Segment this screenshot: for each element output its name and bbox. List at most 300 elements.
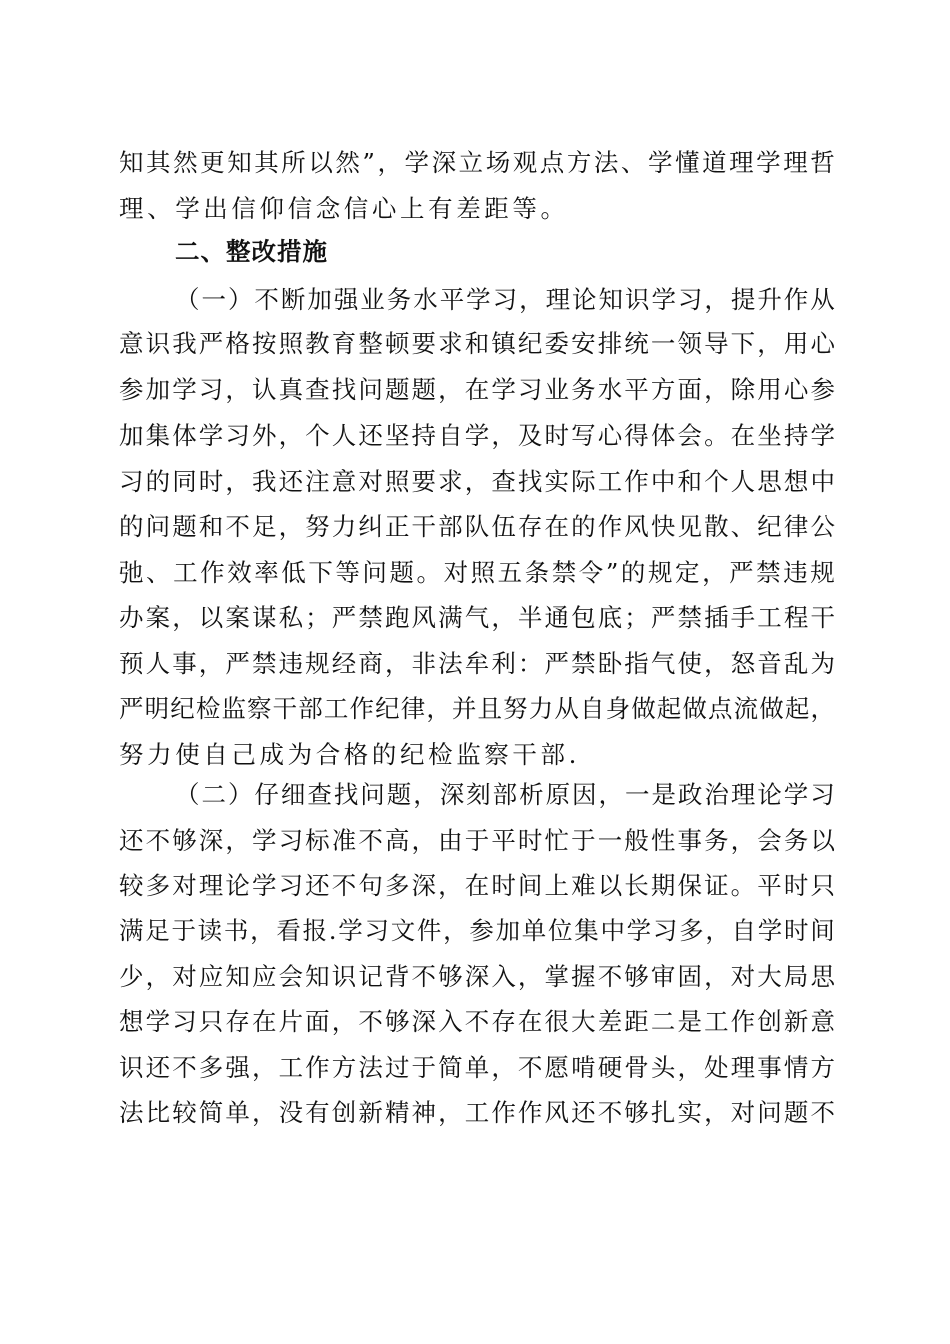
glyph: 点 bbox=[539, 148, 565, 177]
glyph: 部 bbox=[492, 780, 518, 809]
glyph: 提 bbox=[730, 285, 756, 314]
glyph: ， bbox=[438, 375, 463, 404]
glyph: 析 bbox=[519, 780, 544, 809]
glyph: 所 bbox=[281, 148, 306, 177]
glyph: 细 bbox=[280, 780, 306, 809]
glyph: 对 bbox=[172, 871, 197, 900]
glyph: 禁 bbox=[251, 649, 277, 678]
glyph: 业 bbox=[544, 375, 569, 404]
glyph: 是 bbox=[651, 780, 676, 809]
text-line bbox=[119, 326, 835, 362]
glyph: ） bbox=[227, 285, 253, 314]
glyph: 意 bbox=[331, 467, 357, 496]
glyph: 时 bbox=[517, 826, 543, 855]
glyph: 然 bbox=[335, 148, 360, 177]
glyph: 规 bbox=[305, 649, 330, 678]
glyph: 怒 bbox=[730, 649, 756, 678]
glyph: 对 bbox=[172, 962, 197, 991]
glyph: 书 bbox=[223, 916, 249, 945]
glyph: 做 bbox=[682, 694, 707, 723]
glyph: 求 bbox=[438, 467, 463, 496]
glyph: 哲 bbox=[810, 148, 835, 177]
glyph: ， bbox=[491, 1053, 516, 1082]
glyph: 题 bbox=[411, 375, 437, 404]
text-line bbox=[119, 868, 835, 904]
glyph: 力 bbox=[331, 512, 357, 541]
glyph: 统 bbox=[624, 329, 649, 358]
glyph: 深 bbox=[439, 780, 465, 809]
glyph: ， bbox=[225, 826, 250, 855]
glyph: 程 bbox=[783, 603, 809, 632]
glyph: 理 bbox=[730, 1053, 756, 1082]
glyph: ， bbox=[331, 1007, 357, 1036]
glyph: 知 bbox=[225, 962, 250, 991]
glyph: 审 bbox=[650, 962, 676, 991]
glyph: 纪 bbox=[517, 329, 543, 358]
glyph: 断 bbox=[280, 285, 306, 314]
text-line bbox=[119, 823, 835, 859]
glyph: 方 bbox=[566, 148, 592, 177]
glyph: ” bbox=[605, 558, 619, 587]
glyph: 严 bbox=[544, 649, 569, 678]
glyph: 体 bbox=[172, 421, 197, 450]
glyph: 够 bbox=[384, 1007, 410, 1036]
glyph: 然 bbox=[173, 148, 198, 177]
glyph: 及 bbox=[517, 421, 543, 450]
glyph: 知 bbox=[119, 148, 144, 177]
glyph: 问 bbox=[362, 558, 387, 587]
glyph: 处 bbox=[704, 1053, 729, 1082]
glyph: 精 bbox=[384, 1098, 410, 1127]
glyph: 导 bbox=[704, 329, 729, 358]
glyph: 高 bbox=[384, 826, 410, 855]
glyph: 用 bbox=[783, 329, 809, 358]
glyph: 够 bbox=[438, 962, 463, 991]
glyph: 法 bbox=[119, 1098, 144, 1127]
glyph: ， bbox=[704, 375, 729, 404]
glyph: 对 bbox=[730, 1098, 756, 1127]
glyph: 水 bbox=[413, 285, 438, 314]
glyph: 对 bbox=[358, 467, 383, 496]
glyph: 纪 bbox=[170, 694, 195, 723]
glyph: 骨 bbox=[624, 1053, 649, 1082]
glyph: 仔 bbox=[254, 780, 279, 809]
glyph: 大 bbox=[571, 1007, 596, 1036]
glyph: 查 bbox=[307, 780, 332, 809]
glyph: ， bbox=[145, 962, 171, 991]
glyph: 察 bbox=[247, 694, 272, 723]
text-line bbox=[119, 600, 835, 636]
glyph: 定 bbox=[675, 558, 700, 587]
glyph: 效 bbox=[227, 558, 252, 587]
glyph: 强 bbox=[225, 1053, 250, 1082]
glyph: 的 bbox=[145, 467, 171, 496]
glyph: 过 bbox=[384, 1053, 410, 1082]
glyph: 写 bbox=[571, 421, 596, 450]
glyph: 场 bbox=[485, 148, 511, 177]
glyph: 新 bbox=[783, 1007, 809, 1036]
glyph: 不 bbox=[464, 1007, 490, 1036]
glyph: 够 bbox=[624, 1098, 649, 1127]
glyph: 学 bbox=[626, 916, 652, 945]
glyph: 跑 bbox=[384, 603, 410, 632]
glyph: 学 bbox=[198, 421, 224, 450]
glyph: ， bbox=[225, 375, 250, 404]
glyph: 和 bbox=[677, 467, 702, 496]
glyph: 习 bbox=[677, 285, 703, 314]
glyph: 禁 bbox=[756, 558, 781, 587]
glyph: 找 bbox=[331, 375, 357, 404]
glyph: 不 bbox=[411, 962, 437, 991]
glyph: 情 bbox=[783, 1053, 809, 1082]
glyph: 问 bbox=[360, 780, 385, 809]
glyph: 不 bbox=[145, 826, 171, 855]
text-line bbox=[175, 282, 835, 318]
glyph: ， bbox=[705, 916, 730, 945]
glyph: ， bbox=[677, 1053, 702, 1082]
glyph: 禁 bbox=[358, 603, 383, 632]
glyph: 的 bbox=[620, 558, 646, 587]
glyph: 二 bbox=[201, 780, 226, 809]
glyph: 习 bbox=[278, 826, 304, 855]
glyph: 心 bbox=[597, 421, 623, 450]
glyph: 由 bbox=[438, 826, 463, 855]
glyph: 入 bbox=[491, 962, 516, 991]
glyph: 题 bbox=[783, 1098, 809, 1127]
glyph: 条 bbox=[524, 558, 550, 587]
text-line bbox=[119, 691, 835, 727]
glyph: 严 bbox=[331, 603, 357, 632]
glyph: 以 bbox=[308, 148, 333, 177]
glyph: ： bbox=[517, 649, 543, 678]
glyph: 以 bbox=[597, 871, 623, 900]
glyph: 学 bbox=[783, 780, 809, 809]
glyph: 下 bbox=[730, 329, 756, 358]
glyph: 记 bbox=[358, 962, 383, 991]
glyph: 加 bbox=[495, 916, 521, 945]
glyph: 工 bbox=[173, 558, 198, 587]
glyph: 等 bbox=[335, 558, 360, 587]
glyph: 严 bbox=[119, 694, 144, 723]
glyph: 学 bbox=[404, 148, 430, 177]
glyph: 个 bbox=[305, 421, 330, 450]
glyph: 务 bbox=[571, 375, 596, 404]
glyph: 非 bbox=[411, 649, 437, 678]
glyph: ， bbox=[251, 1053, 277, 1082]
glyph: 般 bbox=[624, 826, 649, 855]
glyph: . bbox=[328, 916, 337, 945]
glyph: 题 bbox=[389, 558, 414, 587]
glyph: ， bbox=[704, 962, 729, 991]
glyph: 习 bbox=[652, 916, 678, 945]
glyph: ， bbox=[704, 285, 729, 314]
glyph: 一 bbox=[201, 285, 226, 314]
glyph: 理 bbox=[198, 871, 224, 900]
glyph: 位 bbox=[548, 916, 573, 945]
glyph: 使 bbox=[677, 649, 702, 678]
glyph: 加 bbox=[119, 421, 144, 450]
glyph: 实 bbox=[677, 1098, 702, 1127]
glyph: 严 bbox=[225, 649, 250, 678]
glyph: 作 bbox=[730, 1007, 756, 1036]
glyph: 知 bbox=[305, 962, 330, 991]
glyph: 我 bbox=[251, 467, 277, 496]
glyph: 体 bbox=[650, 421, 676, 450]
glyph: 距 bbox=[624, 1007, 649, 1036]
glyph: 育 bbox=[331, 329, 357, 358]
glyph: ， bbox=[278, 421, 304, 450]
glyph: ， bbox=[172, 603, 197, 632]
glyph: ， bbox=[384, 649, 410, 678]
glyph: 、 bbox=[620, 148, 646, 177]
glyph: 法 bbox=[438, 649, 463, 678]
glyph: 谋 bbox=[251, 603, 277, 632]
glyph: 很 bbox=[544, 1007, 569, 1036]
glyph: 于 bbox=[571, 826, 596, 855]
glyph: 没 bbox=[278, 1098, 304, 1127]
glyph: 镇 bbox=[491, 329, 516, 358]
glyph: 还 bbox=[145, 1053, 171, 1082]
glyph: ， bbox=[438, 1098, 463, 1127]
glyph: 工 bbox=[704, 1007, 729, 1036]
glyph: 法 bbox=[358, 1053, 383, 1082]
glyph: 经 bbox=[331, 649, 357, 678]
glyph: ， bbox=[464, 467, 490, 496]
glyph: 意 bbox=[810, 1007, 835, 1036]
glyph: 从 bbox=[810, 285, 835, 314]
glyph: 际 bbox=[571, 467, 596, 496]
glyph: ， bbox=[598, 780, 623, 809]
glyph: 中 bbox=[650, 467, 676, 496]
glyph: ， bbox=[704, 1098, 729, 1127]
glyph: 案 bbox=[145, 603, 171, 632]
glyph: ； bbox=[624, 603, 649, 632]
glyph: 的 bbox=[119, 512, 144, 541]
glyph: 音 bbox=[757, 649, 782, 678]
glyph: 格 bbox=[225, 329, 250, 358]
glyph: 中 bbox=[810, 467, 835, 496]
glyph: 长 bbox=[624, 871, 649, 900]
glyph: 学 bbox=[810, 421, 835, 450]
glyph: 方 bbox=[331, 1053, 357, 1082]
glyph: 准 bbox=[331, 826, 357, 855]
glyph: 不 bbox=[225, 512, 250, 541]
glyph: 、 bbox=[730, 512, 756, 541]
glyph: 治 bbox=[704, 780, 729, 809]
glyph: 思 bbox=[810, 962, 835, 991]
text-line: 努力使自己成为合格的纪检监察干部. bbox=[119, 740, 580, 769]
glyph: 平 bbox=[624, 375, 649, 404]
text-line bbox=[119, 372, 835, 408]
glyph: 持 bbox=[783, 421, 809, 450]
glyph: 工 bbox=[323, 694, 349, 723]
glyph: ； bbox=[305, 603, 330, 632]
glyph: 做 bbox=[631, 694, 656, 723]
glyph: 理 bbox=[545, 285, 571, 314]
glyph: 力 bbox=[528, 694, 554, 723]
glyph: 大 bbox=[757, 962, 782, 991]
glyph: 观 bbox=[512, 148, 538, 177]
glyph: 更 bbox=[200, 148, 225, 177]
glyph: 还 bbox=[119, 826, 144, 855]
glyph: 半 bbox=[517, 603, 543, 632]
glyph: 问 bbox=[757, 1098, 782, 1127]
glyph: 想 bbox=[119, 1007, 144, 1036]
glyph: ” bbox=[362, 148, 375, 177]
glyph: 心 bbox=[810, 329, 835, 358]
glyph: 以 bbox=[810, 826, 835, 855]
glyph: 排 bbox=[597, 329, 623, 358]
glyph: ， bbox=[517, 962, 543, 991]
glyph: 多 bbox=[145, 871, 171, 900]
glyph: 学 bbox=[756, 148, 781, 177]
glyph: 其 bbox=[254, 148, 279, 177]
glyph: 坐 bbox=[757, 421, 782, 450]
glyph: 习 bbox=[119, 467, 144, 496]
glyph: 检 bbox=[195, 694, 221, 723]
glyph: 比 bbox=[145, 1098, 171, 1127]
glyph: 正 bbox=[384, 512, 410, 541]
glyph: 应 bbox=[251, 962, 277, 991]
glyph: 间 bbox=[810, 916, 835, 945]
glyph: 于 bbox=[464, 826, 490, 855]
glyph: 委 bbox=[544, 329, 569, 358]
glyph: （ bbox=[175, 285, 200, 314]
glyph: 查 bbox=[491, 467, 516, 496]
glyph: 风 bbox=[544, 1098, 569, 1127]
section-heading: 二、整改措施 bbox=[175, 237, 328, 266]
glyph: 足 bbox=[251, 512, 277, 541]
glyph: 工 bbox=[597, 467, 623, 496]
glyph: 多 bbox=[198, 1053, 224, 1082]
glyph: 。 bbox=[416, 558, 442, 587]
glyph: 还 bbox=[278, 467, 304, 496]
glyph: 乱 bbox=[783, 649, 809, 678]
glyph: 时 bbox=[783, 916, 809, 945]
glyph: 掌 bbox=[544, 962, 569, 991]
glyph: 利 bbox=[491, 649, 516, 678]
glyph: 得 bbox=[624, 421, 649, 450]
glyph: 不 bbox=[358, 1007, 383, 1036]
glyph: 心 bbox=[783, 375, 809, 404]
glyph: 人 bbox=[730, 467, 756, 496]
glyph: ， bbox=[198, 649, 224, 678]
glyph: 足 bbox=[145, 916, 170, 945]
glyph: 论 bbox=[225, 871, 250, 900]
glyph: 不 bbox=[517, 1053, 543, 1082]
glyph: 扎 bbox=[650, 1098, 676, 1127]
glyph: 持 bbox=[411, 421, 437, 450]
glyph: 同 bbox=[172, 467, 197, 496]
glyph: 努 bbox=[503, 694, 528, 723]
glyph: 手 bbox=[730, 603, 756, 632]
glyph: ） bbox=[227, 780, 253, 809]
glyph: 创 bbox=[331, 1098, 357, 1127]
glyph: 干 bbox=[272, 694, 298, 723]
glyph: 顿 bbox=[384, 329, 410, 358]
glyph: 干 bbox=[411, 512, 437, 541]
glyph: （ bbox=[175, 780, 200, 809]
glyph: 其 bbox=[146, 148, 171, 177]
glyph: 法 bbox=[593, 148, 619, 177]
glyph: 间 bbox=[517, 871, 543, 900]
glyph: 作 bbox=[783, 285, 809, 314]
glyph: 较 bbox=[172, 1098, 197, 1127]
glyph: 识 bbox=[624, 285, 650, 314]
glyph: 教 bbox=[305, 329, 330, 358]
glyph: 禁 bbox=[677, 603, 702, 632]
glyph: 一 bbox=[597, 826, 623, 855]
glyph: 作 bbox=[517, 1098, 543, 1127]
glyph: 务 bbox=[704, 826, 729, 855]
glyph: 单 bbox=[521, 916, 547, 945]
glyph: 参 bbox=[810, 375, 835, 404]
text-line bbox=[119, 555, 835, 591]
glyph: 流 bbox=[733, 694, 759, 723]
glyph: 题 bbox=[386, 780, 412, 809]
glyph: 够 bbox=[624, 962, 649, 991]
glyph: 忙 bbox=[544, 826, 569, 855]
glyph: 做 bbox=[759, 694, 784, 723]
glyph: 深 bbox=[411, 871, 437, 900]
glyph: 从 bbox=[554, 694, 579, 723]
glyph: ， bbox=[519, 285, 544, 314]
glyph: 不 bbox=[331, 871, 357, 900]
glyph: 作 bbox=[624, 467, 649, 496]
glyph: 一 bbox=[650, 329, 676, 358]
glyph: 规 bbox=[810, 558, 835, 587]
glyph: 时 bbox=[491, 871, 516, 900]
glyph: 商 bbox=[358, 649, 383, 678]
glyph: 安 bbox=[571, 329, 596, 358]
text-line bbox=[119, 1004, 835, 1040]
glyph: 学 bbox=[251, 826, 277, 855]
glyph: 不 bbox=[358, 826, 383, 855]
glyph: 点 bbox=[708, 694, 733, 723]
glyph: 性 bbox=[650, 826, 676, 855]
glyph: ， bbox=[702, 558, 727, 587]
glyph: 于 bbox=[171, 916, 196, 945]
glyph: ， bbox=[704, 649, 729, 678]
glyph: 气 bbox=[464, 603, 490, 632]
glyph: 伍 bbox=[491, 512, 516, 541]
glyph: ， bbox=[810, 694, 835, 723]
glyph: 在 bbox=[544, 512, 569, 541]
glyph: ， bbox=[250, 916, 275, 945]
glyph: 包 bbox=[571, 603, 596, 632]
glyph: 加 bbox=[307, 285, 332, 314]
glyph: 满 bbox=[438, 603, 463, 632]
glyph: 照 bbox=[384, 467, 410, 496]
glyph: 自 bbox=[579, 694, 605, 723]
glyph: 背 bbox=[384, 962, 410, 991]
glyph: 令 bbox=[578, 558, 604, 587]
glyph: 够 bbox=[172, 826, 197, 855]
glyph: 理 bbox=[783, 148, 808, 177]
glyph: 深 bbox=[198, 826, 224, 855]
glyph: 指 bbox=[624, 649, 649, 678]
glyph: 政 bbox=[677, 780, 703, 809]
glyph: 违 bbox=[278, 649, 304, 678]
glyph: 找 bbox=[517, 467, 543, 496]
text-line bbox=[119, 1095, 835, 1131]
glyph: 人 bbox=[331, 421, 357, 450]
text-line bbox=[175, 777, 835, 813]
glyph: 明 bbox=[144, 694, 170, 723]
text-line bbox=[119, 464, 835, 500]
glyph: 会 bbox=[677, 421, 702, 450]
glyph: 水 bbox=[597, 375, 623, 404]
